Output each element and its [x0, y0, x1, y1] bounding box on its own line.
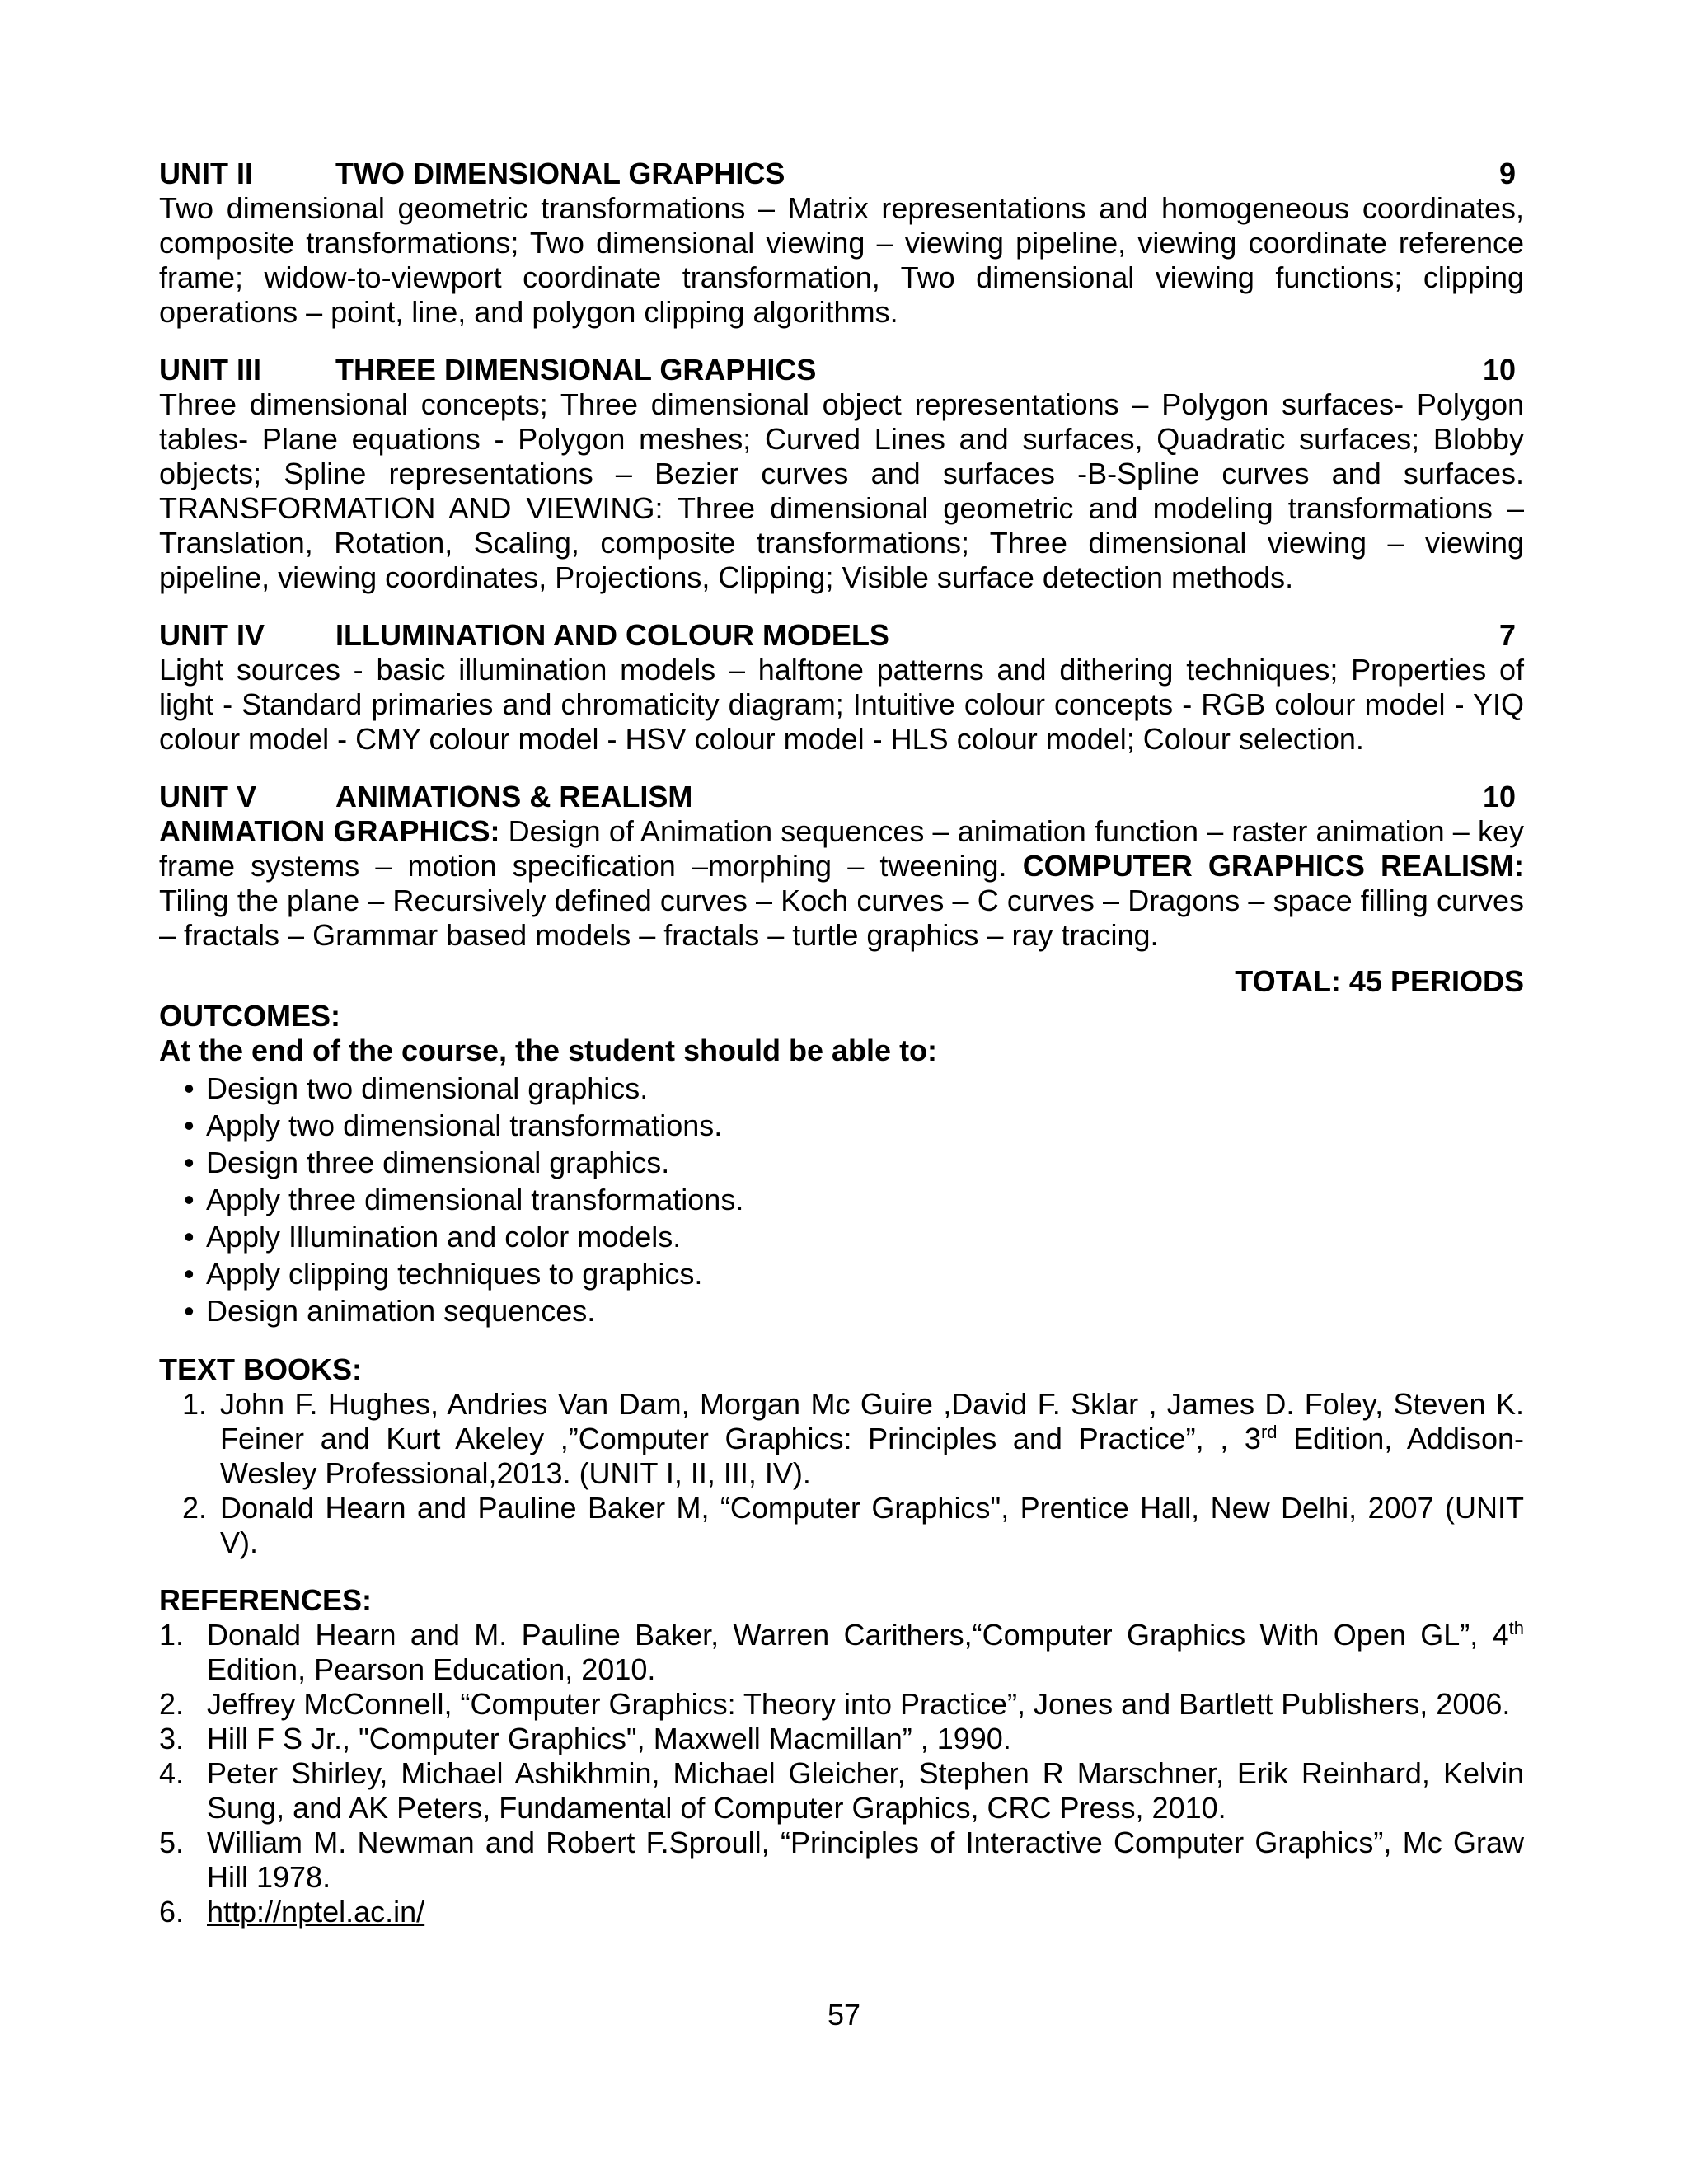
list-item: • Apply two dimensional transformations. — [159, 1107, 1524, 1144]
unit-4-description: Light sources - basic illumination models – halftone patterns and dithering techniques; Properties of light - Standard primaries and chromaticity diagram; Intuitive colour concepts - RGB colour model - YIQ colour model - CMY colour model - HSV colour model - HLS colour model; Colour selection. — [159, 653, 1524, 756]
animation-graphics-label: ANIMATION GRAPHICS: — [159, 814, 500, 848]
nptel-link[interactable]: http://nptel.ac.in/ — [207, 1895, 425, 1929]
reference-text: Peter Shirley, Michael Ashikhmin, Michael Gleicher, Stephen R Marschner, Erik Reinhard, Kelvin Sung, and AK Peters, Fundamental of Computer Graphics, CRC Press, 2010. — [207, 1756, 1524, 1825]
unit-hours: 7 — [1498, 618, 1516, 652]
unit-title: THREE DIMENSIONAL GRAPHICS — [335, 353, 817, 387]
unit-2-header — [159, 157, 1524, 191]
reference-text: Hill F S Jr., "Computer Graphics", Maxwell Macmillan” , 1990. — [207, 1722, 1011, 1755]
list-item: • Design three dimensional graphics. — [159, 1144, 1524, 1181]
list-item — [159, 1491, 1524, 1560]
list-item — [159, 1895, 1524, 1929]
list-item: • Apply three dimensional transformations. — [159, 1181, 1524, 1218]
list-item — [159, 1825, 1524, 1895]
list-item — [159, 1618, 1524, 1687]
unit-title: ILLUMINATION AND COLOUR MODELS — [335, 618, 889, 652]
realism-text: Tiling the plane – Recursively defined curves – Koch curves – C curves – Dragons – space filling curves – fractals – Grammar based models – fractals – turtle graphics – ray tracing. — [159, 883, 1524, 952]
item-number: 2. — [182, 1491, 208, 1525]
unit-3-header — [159, 353, 1524, 387]
outcomes-list — [159, 1070, 1524, 1329]
reference-text: Jeffrey McConnell, “Computer Graphics: Theory into Practice”, Jones and Bartlett Publishers, 2006. — [207, 1687, 1511, 1721]
animation-graphics-text: Design of Animation sequences – animation function – raster animation – key frame systems – motion specification –morphing – tweening. — [159, 814, 1524, 883]
item-number: 1. — [159, 1618, 185, 1652]
unit-hours: 9 — [1498, 157, 1516, 190]
unit-5-description — [159, 814, 1524, 953]
item-number: 4. — [159, 1756, 185, 1790]
references-list — [159, 1618, 1524, 1929]
unit-title: TWO DIMENSIONAL GRAPHICS — [335, 157, 785, 190]
outcomes-intro: At the end of the course, the student should be able to: — [159, 1033, 938, 1067]
total-periods: TOTAL: 45 PERIODS — [1235, 964, 1524, 998]
list-item: • Apply clipping techniques to graphics. — [159, 1255, 1524, 1292]
unit-number: UNIT V — [159, 780, 257, 813]
list-item — [159, 1756, 1524, 1825]
item-number: 1. — [182, 1387, 208, 1421]
syllabus-content — [159, 157, 1524, 1929]
list-item: • Design animation sequences. — [159, 1292, 1524, 1329]
realism-label: COMPUTER GRAPHICS REALISM: — [1022, 849, 1525, 883]
item-number: 3. — [159, 1722, 185, 1755]
book-text: John F. Hughes, Andries Van Dam, Morgan Mc Guire ,David F. Sklar , James D. Foley, Steven K. Feiner and Kurt Akeley ,”Computer Graphics: Principles and Practice”, , 3 — [220, 1387, 1524, 1455]
list-item: • Apply Illumination and color models. — [159, 1218, 1524, 1255]
superscript: rd — [1260, 1422, 1278, 1442]
item-number: 5. — [159, 1825, 185, 1859]
superscript: th — [1508, 1618, 1524, 1638]
unit-2-description: Two dimensional geometric transformations – Matrix representations and homogeneous coordinates, composite transformations; Two dimensional viewing – viewing pipeline, viewing coordinate reference frame; widow-to-viewport coordinate transformation, Two dimensional viewing functions; clipping operations – point, line, and polygon clipping algorithms. — [159, 191, 1524, 329]
text-books-heading: TEXT BOOKS: — [159, 1352, 363, 1386]
unit-3-description: Three dimensional concepts; Three dimensional object representations – Polygon surfaces- Polygon tables- Plane equations - Polygon meshes; Curved Lines and surfaces, Quadratic surfaces; Blobby objects; Spline representations – Bezier curves and surfaces -B-Spline curves and surfaces. TRANSFORMATION AND VIEWING: Three dimensional geometric and modeling transformations – Translation, Rotation, Scaling, composite transformations; Three dimensional viewing – viewing pipeline, viewing coordinates, Projections, Clipping; Visible surface detection methods. — [159, 387, 1524, 594]
unit-number: UNIT III — [159, 353, 261, 387]
item-number: 2. — [159, 1687, 185, 1721]
list-item — [159, 1722, 1524, 1756]
item-number: 6. — [159, 1895, 185, 1929]
unit-hours: 10 — [1482, 780, 1516, 813]
list-item — [159, 1687, 1524, 1722]
unit-number: UNIT II — [159, 157, 253, 190]
references-heading: REFERENCES: — [159, 1583, 373, 1617]
book-text-cont: Edition, Addison-Wesley Professional,2013. (UNIT I, II, III, IV). — [220, 1422, 1524, 1490]
text-books-list — [159, 1387, 1524, 1560]
book-text: Donald Hearn and Pauline Baker M, “Computer Graphics", Prentice Hall, New Delhi, 2007 (UNIT V). — [220, 1491, 1524, 1559]
unit-number: UNIT IV — [159, 618, 265, 652]
page-number: 57 — [827, 1998, 861, 2032]
unit-title: ANIMATIONS & REALISM — [335, 780, 693, 813]
unit-4-header — [159, 618, 1524, 653]
unit-hours: 10 — [1482, 353, 1516, 387]
list-item: • Design two dimensional graphics. — [159, 1070, 1524, 1107]
reference-text: Donald Hearn and M. Pauline Baker, Warren Carithers,“Computer Graphics With Open GL”, 4 — [207, 1618, 1509, 1652]
unit-5-header — [159, 780, 1524, 814]
outcomes-heading: OUTCOMES: — [159, 999, 340, 1033]
reference-text: William M. Newman and Robert F.Sproull, “Principles of Interactive Computer Graphics”, Mc Graw Hill 1978. — [207, 1825, 1524, 1894]
list-item — [159, 1387, 1524, 1491]
reference-text-cont: Edition, Pearson Education, 2010. — [207, 1652, 656, 1686]
